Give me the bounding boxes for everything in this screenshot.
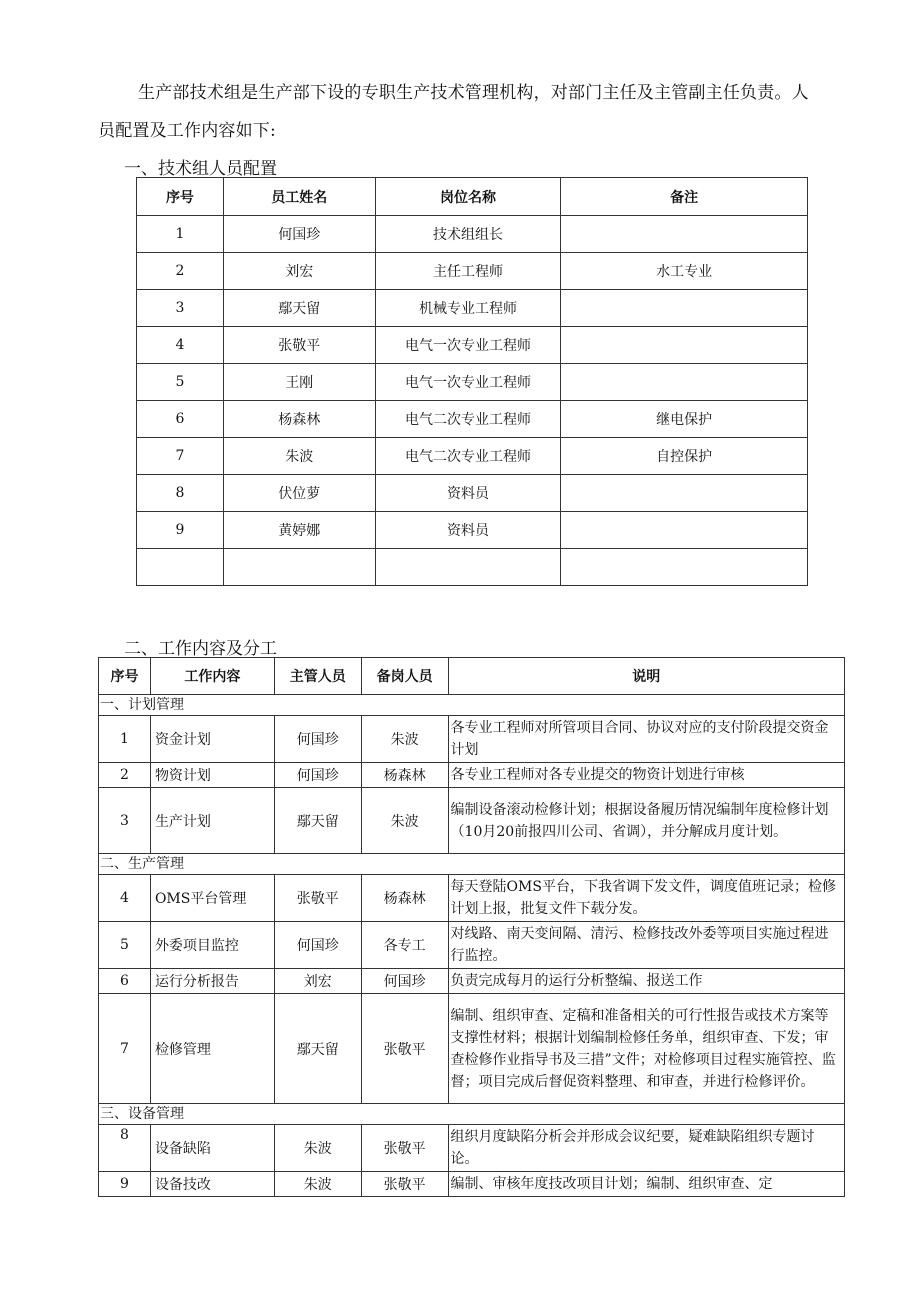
backup-person: 杨森林 (361, 875, 448, 922)
staff-table (136, 177, 808, 586)
table-row (99, 922, 845, 969)
position-name: 主任工程师 (375, 253, 561, 290)
table-row (137, 327, 808, 364)
table-row (137, 290, 808, 327)
work-table-header (99, 658, 845, 695)
backup-person: 朱波 (361, 716, 448, 763)
position-name: 电气一次专业工程师 (375, 364, 561, 401)
employee-name: 黄婷娜 (223, 512, 375, 549)
table-row (137, 216, 808, 253)
remark: 继电保护 (561, 401, 808, 438)
description: 每天登陆OMS平台，下我省调下发文件，调度值班记录；检修计划上报，批复文件下载分发。 (448, 875, 844, 922)
lead-person: 刘宏 (274, 969, 361, 994)
intro-paragraph: 生产部技术组是生产部下设的专职生产技术管理机构，对部门主任及主管副主任负责。人员配置及工作内容如下: (98, 83, 809, 141)
header-position: 岗位名称 (375, 178, 561, 216)
position-name: 电气一次专业工程师 (375, 327, 561, 364)
section-title: 三、设备管理 (99, 1104, 845, 1125)
remark: 自控保护 (561, 438, 808, 475)
work-content: 资金计划 (150, 716, 274, 763)
work-table (98, 657, 845, 1197)
table-row (99, 763, 845, 788)
lead-person: 何国珍 (274, 922, 361, 969)
backup-person: 张敬平 (361, 1125, 448, 1172)
row-number: 9 (137, 512, 224, 549)
employee-name: 张敬平 (223, 327, 375, 364)
lead-person: 何国珍 (274, 763, 361, 788)
table-row (137, 438, 808, 475)
table-row (137, 401, 808, 438)
row-number: 3 (99, 788, 151, 854)
remark (561, 364, 808, 401)
position-name: 电气二次专业工程师 (375, 438, 561, 475)
table-row (99, 716, 845, 763)
description: 各专业工程师对所管项目合同、协议对应的支付阶段提交资金计划 (448, 716, 844, 763)
backup-person: 朱波 (361, 788, 448, 854)
employee-name: 刘宏 (223, 253, 375, 290)
lead-person: 鄢天留 (274, 994, 361, 1104)
table-row (137, 475, 808, 512)
table-row (137, 512, 808, 549)
header-content: 工作内容 (150, 658, 274, 695)
table-row (99, 994, 845, 1104)
table-row (99, 1125, 845, 1172)
row-number (137, 549, 224, 586)
position-name: 机械专业工程师 (375, 290, 561, 327)
staff-table-header (137, 178, 808, 216)
row-number: 4 (137, 327, 224, 364)
table-row (99, 875, 845, 922)
table-row (99, 788, 845, 854)
remark: 水工专业 (561, 253, 808, 290)
remark (561, 327, 808, 364)
remark (561, 512, 808, 549)
row-number: 5 (137, 364, 224, 401)
section1-heading: 一、技术组人员配置 (124, 159, 277, 179)
row-number: 3 (137, 290, 224, 327)
work-content: 生产计划 (150, 788, 274, 854)
header-backup: 备岗人员 (361, 658, 448, 695)
row-number: 7 (99, 994, 151, 1104)
header-remark: 备注 (561, 178, 808, 216)
table-row (137, 364, 808, 401)
work-content: OMS平台管理 (150, 875, 274, 922)
row-number: 1 (137, 216, 224, 253)
table-row (99, 1172, 845, 1197)
section-title: 一、计划管理 (99, 695, 845, 716)
row-number: 6 (99, 969, 151, 994)
work-content: 检修管理 (150, 994, 274, 1104)
row-number: 2 (99, 763, 151, 788)
description: 各专业工程师对各专业提交的物资计划进行审核 (448, 763, 844, 788)
backup-person: 各专工 (361, 922, 448, 969)
position-name (375, 549, 561, 586)
section-title: 二、生产管理 (99, 854, 845, 875)
row-number: 6 (137, 401, 224, 438)
description: 负责完成每月的运行分析整编、报送工作 (448, 969, 844, 994)
lead-person: 朱波 (274, 1125, 361, 1172)
header-lead: 主管人员 (274, 658, 361, 695)
position-name: 技术组组长 (375, 216, 561, 253)
remark (561, 290, 808, 327)
employee-name: 何国珍 (223, 216, 375, 253)
position-name: 资料员 (375, 475, 561, 512)
row-number: 9 (99, 1172, 151, 1197)
work-content: 外委项目监控 (150, 922, 274, 969)
section-row (99, 854, 845, 875)
work-content: 设备技改 (150, 1172, 274, 1197)
description: 编制、审核年度技改项目计划；编制、组织审查、定 (448, 1172, 844, 1197)
employee-name (223, 549, 375, 586)
description: 编制设备滚动检修计划；根据设备履历情况编制年度检修计划（10月20前报四川公司、省调），并分解成月度计划。 (448, 788, 844, 854)
employee-name: 杨森林 (223, 401, 375, 438)
lead-person: 何国珍 (274, 716, 361, 763)
backup-person: 张敬平 (361, 1172, 448, 1197)
description: 对线路、南天变间隔、清污、检修技改外委等项目实施过程进行监控。 (448, 922, 844, 969)
table-row (137, 253, 808, 290)
position-name: 资料员 (375, 512, 561, 549)
employee-name: 伏位萝 (223, 475, 375, 512)
section-row (99, 1104, 845, 1125)
remark (561, 475, 808, 512)
description: 组织月度缺陷分析会并形成会议纪要，疑难缺陷组织专题讨论。 (448, 1125, 844, 1172)
backup-person: 张敬平 (361, 994, 448, 1104)
remark (561, 216, 808, 253)
row-number: 5 (99, 922, 151, 969)
position-name: 电气二次专业工程师 (375, 401, 561, 438)
work-content: 物资计划 (150, 763, 274, 788)
backup-person: 杨森林 (361, 763, 448, 788)
description: 编制、组织审查、定稿和准备相关的可行性报告或技术方案等支撑性材料；根据计划编制检修任务单，组织审查、下发；审查检修作业指导书及三措”文件；对检修项目过程实施管控、监督；项目完成后督促资料整理、和审查，并进行检修评价。 (448, 994, 844, 1104)
lead-person: 张敬平 (274, 875, 361, 922)
table-row (137, 549, 808, 586)
work-content: 设备缺陷 (150, 1125, 274, 1172)
header-name: 员工姓名 (223, 178, 375, 216)
employee-name: 朱波 (223, 438, 375, 475)
header-description: 说明 (448, 658, 844, 695)
work-content: 运行分析报告 (150, 969, 274, 994)
employee-name: 鄢天留 (223, 290, 375, 327)
backup-person: 何国珍 (361, 969, 448, 994)
row-number: 2 (137, 253, 224, 290)
row-number: 8 (99, 1125, 151, 1172)
row-number: 7 (137, 438, 224, 475)
lead-person: 朱波 (274, 1172, 361, 1197)
section2-heading: 二、工作内容及分工 (124, 639, 277, 659)
header-no: 序号 (99, 658, 151, 695)
row-number: 4 (99, 875, 151, 922)
employee-name: 王刚 (223, 364, 375, 401)
remark (561, 549, 808, 586)
header-no: 序号 (137, 178, 224, 216)
row-number: 8 (137, 475, 224, 512)
table-row (99, 969, 845, 994)
section-row (99, 695, 845, 716)
lead-person: 鄢天留 (274, 788, 361, 854)
row-number: 1 (99, 716, 151, 763)
